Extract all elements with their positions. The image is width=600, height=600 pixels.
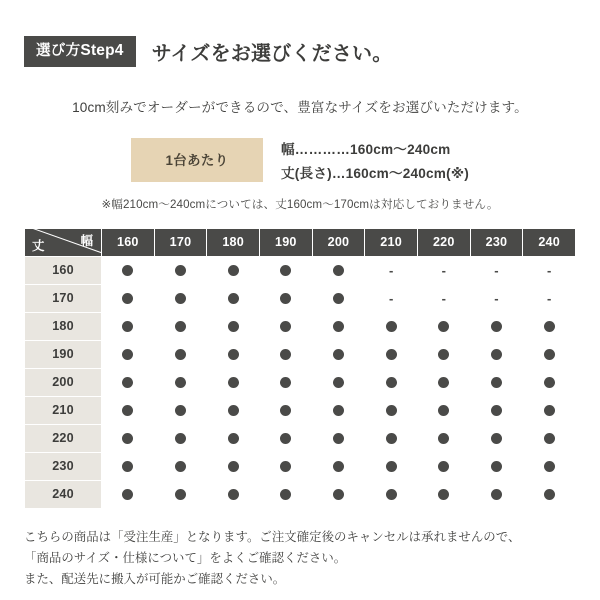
available-dot-icon bbox=[175, 377, 186, 388]
available-dot-icon bbox=[280, 377, 291, 388]
available-dot-icon bbox=[386, 405, 397, 416]
matrix-cell-available bbox=[470, 480, 523, 508]
matrix-cell-available bbox=[259, 312, 312, 340]
matrix-col-header: 170 bbox=[154, 228, 207, 256]
spec-length: 丈(長さ)…160cm〜240cm(※) bbox=[281, 165, 469, 181]
matrix-cell-available bbox=[312, 480, 365, 508]
matrix-row-header: 190 bbox=[25, 340, 102, 368]
matrix-cell-available bbox=[523, 368, 576, 396]
matrix-cell-available bbox=[102, 396, 155, 424]
footer-notes bbox=[24, 527, 576, 591]
available-dot-icon bbox=[544, 405, 555, 416]
matrix-cell-unavailable bbox=[417, 256, 470, 284]
matrix-cell-available bbox=[207, 452, 260, 480]
available-dot-icon bbox=[386, 377, 397, 388]
footer-line-3: また、配送先に搬入が可能かご確認ください。 bbox=[24, 572, 286, 587]
matrix-col-header: 180 bbox=[207, 228, 260, 256]
matrix-cell-available bbox=[417, 396, 470, 424]
matrix-cell-available bbox=[154, 452, 207, 480]
available-dot-icon bbox=[544, 349, 555, 360]
corner-row-label: 丈 bbox=[32, 238, 45, 253]
available-dot-icon bbox=[228, 405, 239, 416]
matrix-cell-available bbox=[207, 256, 260, 284]
available-dot-icon bbox=[228, 349, 239, 360]
available-dot-icon bbox=[122, 405, 133, 416]
available-dot-icon bbox=[122, 461, 133, 472]
matrix-cell-available bbox=[102, 368, 155, 396]
available-dot-icon bbox=[228, 489, 239, 500]
step-badge bbox=[24, 36, 136, 67]
matrix-row-header: 180 bbox=[25, 312, 102, 340]
available-dot-icon bbox=[122, 321, 133, 332]
unavailable-dash-icon: - bbox=[388, 263, 394, 279]
available-dot-icon bbox=[280, 321, 291, 332]
matrix-cell-available bbox=[207, 312, 260, 340]
matrix-col-header: 190 bbox=[259, 228, 312, 256]
available-dot-icon bbox=[280, 433, 291, 444]
available-dot-icon bbox=[122, 349, 133, 360]
matrix-cell-available bbox=[207, 480, 260, 508]
available-dot-icon bbox=[228, 321, 239, 332]
matrix-cell-available bbox=[312, 368, 365, 396]
table-row bbox=[25, 452, 576, 480]
spec-section bbox=[24, 138, 576, 182]
matrix-cell-available bbox=[154, 284, 207, 312]
available-dot-icon bbox=[280, 349, 291, 360]
available-dot-icon bbox=[544, 461, 555, 472]
available-dot-icon bbox=[333, 321, 344, 332]
unavailable-dash-icon: - bbox=[441, 291, 446, 307]
matrix-cell-unavailable bbox=[470, 256, 523, 284]
matrix-cell-available bbox=[154, 256, 207, 284]
available-dot-icon bbox=[386, 321, 397, 332]
matrix-cell-available bbox=[470, 424, 523, 452]
matrix-col-header: 210 bbox=[365, 228, 418, 256]
matrix-cell-available bbox=[417, 424, 470, 452]
matrix-row-header: 200 bbox=[25, 368, 102, 396]
matrix-cell-available bbox=[102, 256, 155, 284]
available-dot-icon bbox=[228, 265, 239, 276]
available-dot-icon bbox=[122, 293, 133, 304]
matrix-cell-available bbox=[207, 284, 260, 312]
matrix-cell-available bbox=[259, 396, 312, 424]
matrix-cell-available bbox=[102, 480, 155, 508]
step-badge-step: Step4 bbox=[80, 42, 124, 59]
matrix-cell-available bbox=[312, 396, 365, 424]
matrix-cell-available bbox=[417, 312, 470, 340]
matrix-cell-available bbox=[102, 312, 155, 340]
available-dot-icon bbox=[544, 433, 555, 444]
matrix-cell-unavailable bbox=[523, 256, 576, 284]
matrix-cell-available bbox=[259, 424, 312, 452]
matrix-cell-available bbox=[470, 368, 523, 396]
available-dot-icon bbox=[386, 349, 397, 360]
matrix-cell-available bbox=[102, 452, 155, 480]
matrix-cell-available bbox=[259, 452, 312, 480]
matrix-cell-available bbox=[154, 368, 207, 396]
matrix-cell-available bbox=[207, 424, 260, 452]
available-dot-icon bbox=[438, 405, 449, 416]
available-dot-icon bbox=[175, 489, 186, 500]
matrix-row-header: 160 bbox=[25, 256, 102, 284]
matrix-cell-available bbox=[259, 256, 312, 284]
matrix-cell-available bbox=[102, 424, 155, 452]
available-dot-icon bbox=[491, 461, 502, 472]
table-row bbox=[25, 480, 576, 508]
available-dot-icon bbox=[438, 461, 449, 472]
matrix-col-header: 220 bbox=[417, 228, 470, 256]
available-dot-icon bbox=[175, 433, 186, 444]
matrix-row-header: 230 bbox=[25, 452, 102, 480]
matrix-cell-available bbox=[259, 340, 312, 368]
matrix-cell-available bbox=[523, 312, 576, 340]
table-row bbox=[25, 340, 576, 368]
matrix-row-header: 240 bbox=[25, 480, 102, 508]
available-dot-icon bbox=[333, 349, 344, 360]
matrix-cell-available bbox=[417, 340, 470, 368]
available-dot-icon bbox=[438, 349, 449, 360]
table-row bbox=[25, 312, 576, 340]
matrix-cell-available bbox=[470, 452, 523, 480]
available-dot-icon bbox=[333, 265, 344, 276]
available-dot-icon bbox=[280, 265, 291, 276]
page-header bbox=[24, 0, 576, 67]
table-row bbox=[25, 284, 576, 312]
available-dot-icon bbox=[491, 433, 502, 444]
matrix-cell-available bbox=[154, 396, 207, 424]
available-dot-icon bbox=[280, 461, 291, 472]
matrix-cell-available bbox=[312, 284, 365, 312]
matrix-cell-available bbox=[312, 424, 365, 452]
unavailable-dash-icon: - bbox=[441, 263, 446, 279]
matrix-cell-available bbox=[470, 312, 523, 340]
matrix-cell-available bbox=[102, 340, 155, 368]
available-dot-icon bbox=[333, 461, 344, 472]
available-dot-icon bbox=[122, 433, 133, 444]
available-dot-icon bbox=[175, 293, 186, 304]
matrix-cell-available bbox=[259, 284, 312, 312]
matrix-corner-cell bbox=[25, 228, 102, 256]
unavailable-dash-icon: - bbox=[494, 291, 499, 307]
matrix-cell-unavailable bbox=[470, 284, 523, 312]
available-dot-icon bbox=[386, 461, 397, 472]
available-dot-icon bbox=[491, 405, 502, 416]
matrix-cell-unavailable bbox=[365, 284, 418, 312]
matrix-row-header: 170 bbox=[25, 284, 102, 312]
available-dot-icon bbox=[122, 265, 133, 276]
available-dot-icon bbox=[438, 489, 449, 500]
matrix-cell-available bbox=[207, 340, 260, 368]
available-dot-icon bbox=[175, 405, 186, 416]
matrix-body bbox=[25, 256, 576, 508]
matrix-cell-available bbox=[523, 480, 576, 508]
corner-col-label: 幅 bbox=[80, 233, 93, 248]
matrix-cell-unavailable bbox=[523, 284, 576, 312]
matrix-cell-available bbox=[470, 396, 523, 424]
matrix-cell-available bbox=[365, 368, 418, 396]
matrix-cell-available bbox=[365, 396, 418, 424]
footer-line-1: こちらの商品は「受注生産」となります。ご注文確定後のキャンセルは承れませんので、 bbox=[24, 529, 521, 544]
available-dot-icon bbox=[122, 377, 133, 388]
matrix-col-header: 240 bbox=[523, 228, 576, 256]
available-dot-icon bbox=[280, 405, 291, 416]
available-dot-icon bbox=[544, 321, 555, 332]
matrix-cell-available bbox=[417, 368, 470, 396]
matrix-cell-available bbox=[154, 312, 207, 340]
matrix-cell-available bbox=[365, 424, 418, 452]
matrix-col-header: 200 bbox=[312, 228, 365, 256]
matrix-cell-available bbox=[312, 256, 365, 284]
matrix-row-header: 220 bbox=[25, 424, 102, 452]
spec-width: 幅…………160cm〜240cm bbox=[281, 141, 451, 157]
matrix-col-header: 230 bbox=[470, 228, 523, 256]
unavailable-dash-icon: - bbox=[388, 291, 394, 307]
size-matrix-table bbox=[24, 228, 576, 509]
available-dot-icon bbox=[438, 321, 449, 332]
unavailable-dash-icon: - bbox=[546, 263, 552, 279]
available-dot-icon bbox=[544, 489, 555, 500]
matrix-cell-unavailable bbox=[417, 284, 470, 312]
spec-label: 1台あたり bbox=[131, 138, 263, 182]
step-badge-prefix: 選び方 bbox=[36, 43, 81, 59]
matrix-col-header: 160 bbox=[102, 228, 155, 256]
available-dot-icon bbox=[544, 377, 555, 388]
matrix-cell-available bbox=[417, 452, 470, 480]
available-dot-icon bbox=[491, 349, 502, 360]
matrix-cell-available bbox=[365, 340, 418, 368]
matrix-cell-available bbox=[312, 312, 365, 340]
matrix-cell-available bbox=[365, 480, 418, 508]
unavailable-dash-icon: - bbox=[546, 291, 552, 307]
matrix-cell-available bbox=[523, 424, 576, 452]
unavailable-dash-icon: - bbox=[494, 263, 499, 279]
available-dot-icon bbox=[228, 461, 239, 472]
available-dot-icon bbox=[438, 377, 449, 388]
spec-row bbox=[131, 138, 469, 182]
matrix-row-header: 210 bbox=[25, 396, 102, 424]
matrix-cell-available bbox=[154, 340, 207, 368]
available-dot-icon bbox=[386, 433, 397, 444]
available-dot-icon bbox=[386, 489, 397, 500]
available-dot-icon bbox=[333, 433, 344, 444]
matrix-cell-available bbox=[207, 368, 260, 396]
lead-text: 10cm刻みでオーダーができるので、豊富なサイズをお選びいただけます。 bbox=[72, 99, 528, 115]
matrix-cell-available bbox=[523, 340, 576, 368]
size-matrix bbox=[24, 228, 576, 509]
footer-line-2: 「商品のサイズ・仕様について」をよくご確認ください。 bbox=[24, 550, 347, 565]
matrix-cell-available bbox=[365, 312, 418, 340]
available-dot-icon bbox=[491, 321, 502, 332]
available-dot-icon bbox=[175, 265, 186, 276]
page-title: サイズをお選びください。 bbox=[151, 42, 393, 65]
table-row bbox=[25, 424, 576, 452]
matrix-cell-available bbox=[154, 424, 207, 452]
matrix-cell-available bbox=[207, 396, 260, 424]
available-dot-icon bbox=[228, 433, 239, 444]
matrix-cell-available bbox=[312, 340, 365, 368]
table-row bbox=[25, 256, 576, 284]
table-row bbox=[25, 368, 576, 396]
matrix-cell-available bbox=[417, 480, 470, 508]
available-dot-icon bbox=[333, 377, 344, 388]
matrix-cell-available bbox=[259, 480, 312, 508]
spec-values bbox=[281, 138, 469, 182]
available-dot-icon bbox=[491, 489, 502, 500]
available-dot-icon bbox=[333, 489, 344, 500]
matrix-cell-available bbox=[523, 452, 576, 480]
matrix-cell-available bbox=[154, 480, 207, 508]
available-dot-icon bbox=[438, 433, 449, 444]
spec-note: ※幅210cm〜240cmについては、丈160cm〜170cmは対応しておりません。 bbox=[101, 197, 499, 211]
available-dot-icon bbox=[175, 321, 186, 332]
matrix-cell-available bbox=[259, 368, 312, 396]
available-dot-icon bbox=[333, 293, 344, 304]
available-dot-icon bbox=[491, 377, 502, 388]
available-dot-icon bbox=[280, 293, 291, 304]
available-dot-icon bbox=[122, 489, 133, 500]
matrix-cell-available bbox=[365, 452, 418, 480]
matrix-cell-unavailable bbox=[365, 256, 418, 284]
matrix-cell-available bbox=[470, 340, 523, 368]
matrix-cell-available bbox=[312, 452, 365, 480]
available-dot-icon bbox=[280, 489, 291, 500]
table-header-row bbox=[25, 228, 576, 256]
table-row bbox=[25, 396, 576, 424]
matrix-cell-available bbox=[102, 284, 155, 312]
available-dot-icon bbox=[175, 461, 186, 472]
available-dot-icon bbox=[228, 293, 239, 304]
available-dot-icon bbox=[175, 349, 186, 360]
available-dot-icon bbox=[228, 377, 239, 388]
available-dot-icon bbox=[333, 405, 344, 416]
matrix-cell-available bbox=[523, 396, 576, 424]
